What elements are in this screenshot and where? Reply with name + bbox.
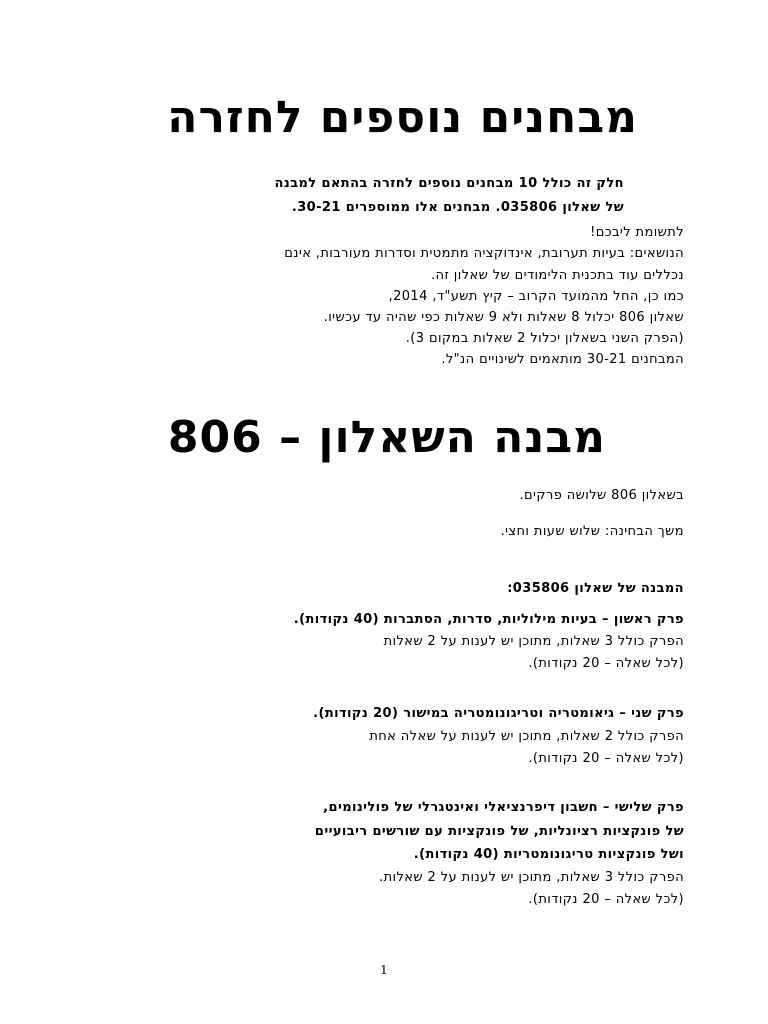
- section-title: פרק ראשון – בעיות מילוליות, סדרות, הסתברות (40 נקודות).: [293, 612, 684, 627]
- parts-count: בשאלון 806 שלושה פרקים.: [519, 488, 684, 503]
- notice-line: (הפרק השני בשאלון יכלול 2 שאלות במקום 3).: [405, 331, 684, 346]
- notice-line: שאלון 806 יכלול 8 שאלות ולא 9 שאלות כפי שהיה עד עכשיו.: [323, 310, 684, 325]
- notice-line: נכללים עוד בתכנית הלימודים של שאלון זה.: [430, 268, 684, 283]
- section-title: של פונקציות רציונליות, של פונקציות עם שורשים ריבועיים: [314, 824, 684, 839]
- section-points: (לכל שאלה – 20 נקודות).: [528, 892, 684, 907]
- structure-subheading: המבנה של שאלון 035806:: [507, 581, 684, 596]
- section-title: פרק שלישי – חשבון דיפרנציאלי ואינטגרלי של פולינומים,: [323, 800, 684, 815]
- section-title: פרק שני – גיאומטריה וטריגונומטריה במישור (20 נקודות).: [313, 706, 684, 721]
- page-number: 1: [380, 963, 388, 977]
- section-detail: הפרק כולל 2 שאלות, מתוכן יש לענות על שאלה אחת: [369, 729, 684, 744]
- section-title: ושל פונקציות טריגונומטריות (40 נקודות).: [413, 847, 684, 862]
- structure-title: מבנה השאלון – 806: [167, 412, 606, 463]
- notice-line: כמו כן, החל מהמועד הקרוב – קיץ תשע"ד, 2014,: [388, 289, 684, 304]
- section-points: (לכל שאלה – 20 נקודות).: [528, 751, 684, 766]
- intro-line: חלק זה כולל 10 מבחנים נוספים לחזרה בהתאם למבנה: [274, 176, 624, 191]
- section-points: (לכל שאלה – 20 נקודות).: [528, 656, 684, 671]
- page-title: מבחנים נוספים לחזרה: [167, 92, 638, 143]
- notice-heading: לתשומת ליבכם!: [590, 225, 684, 240]
- notice-line: המבחנים 30-21 מותאמים לשינויים הנ"ל.: [441, 352, 684, 367]
- intro-line: של שאלון 035806. מבחנים אלו ממוספרים 30-21.: [291, 200, 624, 215]
- section-detail: הפרק כולל 3 שאלות, מתוכן יש לענות על 2 שאלות.: [379, 870, 684, 885]
- section-detail: הפרק כולל 3 שאלות, מתוכן יש לענות על 2 שאלות: [383, 634, 684, 649]
- notice-line: הנושאים: בעיות תערובת, אינדוקציה מתמטית וסדרות מעורבות, אינם: [284, 246, 684, 261]
- exam-duration: משך הבחינה: שלוש שעות וחצי.: [500, 524, 684, 539]
